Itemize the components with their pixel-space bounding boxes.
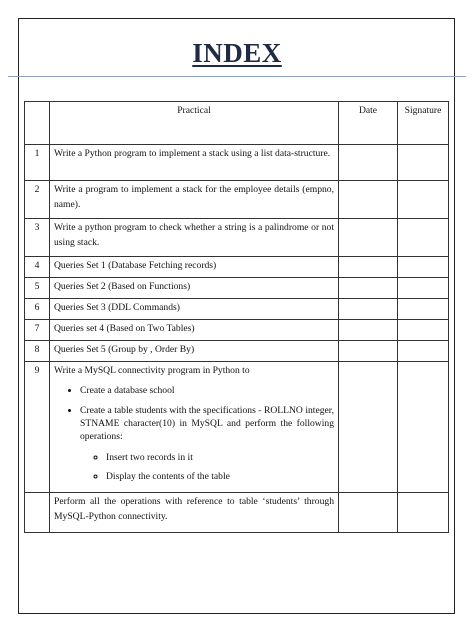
- date-cell: [339, 219, 398, 257]
- signature-cell: [398, 341, 449, 362]
- row-number: 1: [25, 145, 50, 181]
- row-number: 2: [25, 181, 50, 219]
- header-practical: Practical: [50, 102, 339, 145]
- signature-cell: [398, 181, 449, 219]
- practical-text: Queries Set 1 (Database Fetching records): [50, 257, 339, 278]
- row-number: 5: [25, 278, 50, 299]
- row-number: [25, 493, 50, 533]
- date-cell: [339, 320, 398, 341]
- list-item: • Create a database school: [80, 385, 334, 398]
- date-cell: [339, 181, 398, 219]
- signature-cell: [398, 320, 449, 341]
- header-date: Date: [339, 102, 398, 145]
- row-number: 6: [25, 299, 50, 320]
- signature-cell: [398, 278, 449, 299]
- practical-intro: Write a MySQL connectivity program in Python to: [54, 365, 250, 376]
- date-cell: [339, 341, 398, 362]
- row-number: 9: [25, 362, 50, 493]
- signature-cell: [398, 362, 449, 493]
- table-row: [25, 362, 449, 493]
- table-row: [25, 145, 449, 181]
- practical-text: Queries Set 2 (Based on Functions): [50, 278, 339, 299]
- practical-text: Write a program to implement a stack for the employee details (empno, name).: [50, 181, 339, 219]
- horizontal-rule: [8, 76, 466, 77]
- date-cell: [339, 299, 398, 320]
- signature-cell: [398, 219, 449, 257]
- row-number: 7: [25, 320, 50, 341]
- table-row: [25, 320, 449, 341]
- table-row: [25, 219, 449, 257]
- signature-cell: [398, 299, 449, 320]
- practical-text: Queries Set 3 (DDL Commands): [50, 299, 339, 320]
- list-item: [80, 405, 334, 484]
- table-row: [25, 299, 449, 320]
- table-row: [25, 493, 449, 533]
- sub-list-item: ◦ Insert two records in it: [106, 452, 334, 465]
- practical-text: Write a Python program to implement a stack using a list data-structure.: [50, 145, 339, 181]
- bullet-list: [54, 385, 334, 484]
- sub-list-item: ◦ Display the contents of the table: [106, 471, 334, 484]
- table-row: [25, 181, 449, 219]
- row-number: 4: [25, 257, 50, 278]
- table-row: [25, 278, 449, 299]
- date-cell: [339, 257, 398, 278]
- practical-text: Queries set 4 (Based on Two Tables): [50, 320, 339, 341]
- date-cell: [339, 493, 398, 533]
- signature-cell: [398, 257, 449, 278]
- signature-cell: [398, 145, 449, 181]
- practical-text: Queries Set 5 (Group by , Order By): [50, 341, 339, 362]
- page-title: INDEX: [192, 38, 282, 68]
- row-number: 3: [25, 219, 50, 257]
- date-cell: [339, 362, 398, 493]
- date-cell: [339, 278, 398, 299]
- date-cell: [339, 145, 398, 181]
- practical-text: [50, 362, 339, 493]
- table-row: [25, 257, 449, 278]
- sub-bullet-list: [80, 452, 334, 484]
- row-number: 8: [25, 341, 50, 362]
- practical-text: Perform all the operations with reference to table ‘students’ through MySQL-Python connectivity.: [50, 493, 339, 533]
- practical-text: Write a python program to check whether a string is a palindrome or not using stack.: [50, 219, 339, 257]
- index-table: [24, 101, 449, 533]
- list-item-text: Create a table students with the specifications - ROLLNO integer, STNAME character(10) in MySQL and perform the following operations:: [80, 404, 334, 442]
- header-row: [25, 102, 449, 145]
- header-sno: [25, 102, 50, 145]
- header-signature: Signature: [398, 102, 449, 145]
- table-row: [25, 341, 449, 362]
- signature-cell: [398, 493, 449, 533]
